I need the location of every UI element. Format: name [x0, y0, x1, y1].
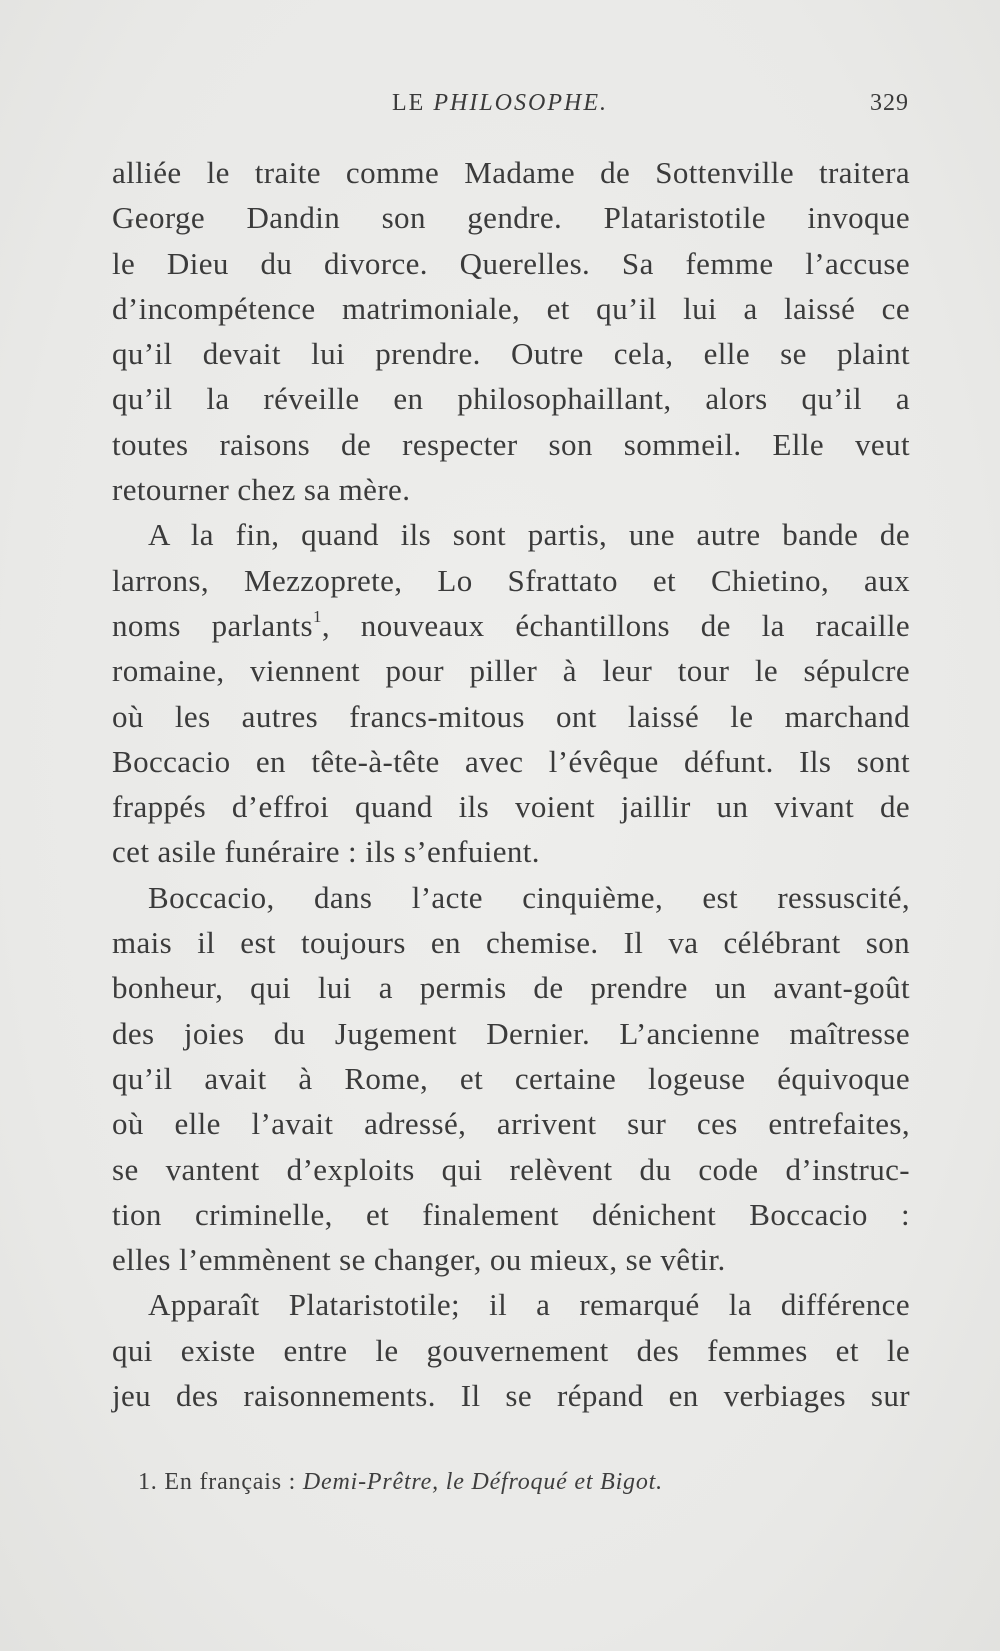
- text-line: toutes raisons de respecter son sommeil. Elle veut: [112, 426, 910, 462]
- text-line: Boccacio, dans l’acte cinquième, est ressuscité,: [148, 879, 910, 915]
- footnote-italic-text: Demi-Prêtre, le Défroqué et Bigot.: [302, 1469, 663, 1495]
- text-line: qui existe entre le gouvernement des femmes et le: [112, 1332, 910, 1368]
- text-line: mais il est toujours en chemise. Il va célébrant son: [112, 925, 910, 961]
- running-title-italic: PHILOSOPHE.: [433, 90, 608, 116]
- running-title-prefix: LE: [392, 90, 426, 116]
- text-line: le Dieu du divorce. Querelles. Sa femme l’accuse: [112, 245, 910, 281]
- footnote: [138, 1469, 663, 1496]
- text-line: elles l’emmènent se changer, ou mieux, se vêtir.: [112, 1242, 726, 1278]
- text-line: Boccacio en tête-à-tête avec l’évêque défunt. Ils sont: [112, 743, 910, 779]
- text-line: Apparaît Plataristotile; il a remarqué la différence: [148, 1287, 910, 1323]
- text-line-with-footnote: [112, 603, 910, 648]
- page-number: 329: [870, 90, 909, 116]
- text-line: se vantent d’exploits qui relèvent du code d’instruc-: [112, 1151, 910, 1187]
- text-line: jeu des raisonnements. Il se répand en verbiages sur: [112, 1378, 910, 1414]
- text-line: d’incompétence matrimoniale, et qu’il lui a laissé ce: [112, 290, 910, 326]
- text-line: qu’il avait à Rome, et certaine logeuse équivoque: [112, 1060, 910, 1096]
- text-line: tion criminelle, et finalement dénichent Boccacio :: [112, 1196, 910, 1232]
- text-line: cet asile funéraire : ils s’enfuient.: [112, 834, 540, 870]
- text-line: frappés d’effroi quand ils voient jaillir un vivant de: [112, 789, 910, 825]
- text-line: retourner chez sa mère.: [112, 472, 411, 508]
- text-line: A la fin, quand ils sont partis, une autre bande de: [148, 517, 910, 553]
- text-line: alliée le traite comme Madame de Sottenville traitera: [112, 155, 910, 190]
- footnote-number: 1.: [138, 1469, 158, 1495]
- text-segment: noms parlants: [112, 607, 313, 643]
- text-line: larrons, Mezzoprete, Lo Sfrattato et Chietino, aux: [112, 562, 910, 598]
- text-line: des joies du Jugement Dernier. L’ancienne maîtresse: [112, 1015, 910, 1051]
- footnote-marker: 1: [312, 606, 322, 626]
- text-line: où elle l’avait adressé, arrivent sur ces entrefaites,: [112, 1106, 910, 1142]
- text-line: bonheur, qui lui a permis de prendre un avant-goût: [112, 970, 910, 1006]
- text-line: où les autres francs-mitous ont laissé le marchand: [112, 698, 910, 734]
- text-line: George Dandin son gendre. Plataristotile invoque: [112, 200, 910, 236]
- running-title: [392, 90, 608, 117]
- text-segment: , nouveaux échantillons de la racaille: [321, 607, 911, 643]
- running-head: [0, 90, 1000, 126]
- text-line: qu’il devait lui prendre. Outre cela, elle se plaint: [112, 336, 910, 372]
- footnote-lead: En français :: [164, 1469, 297, 1495]
- text-line: romaine, viennent pour piller à leur tour le sépulcre: [112, 653, 910, 689]
- text-line: qu’il la réveille en philosophaillant, alors qu’il a: [112, 381, 910, 417]
- body-text: [112, 150, 910, 1418]
